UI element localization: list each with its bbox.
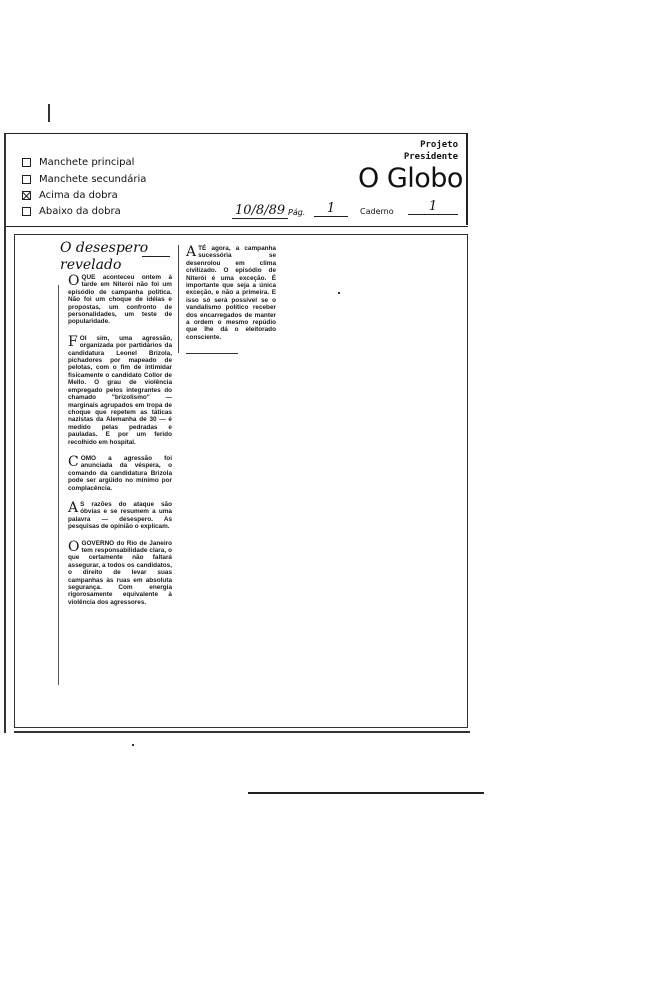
page-label: Pág. <box>288 208 306 217</box>
drop-cap: O <box>68 273 80 289</box>
article-paragraph <box>68 540 172 607</box>
column-divider <box>178 245 179 353</box>
drop-cap: C <box>68 453 79 470</box>
column-margin-line <box>58 285 59 685</box>
checkbox-manchete-principal[interactable] <box>22 157 134 168</box>
article-paragraph <box>68 335 172 446</box>
article-column-2 <box>186 245 276 350</box>
paragraph-text: GOVERNO do Rio de Janeiro tem responsabilidade clara, o que certamente não faltará assegurar, a todos os candidatos, o direito de levar suas campanhas às ruas em absoluta segurança. Com energia rigorosamente equivalente à violência dos agressores. <box>68 539 172 606</box>
scan-mark <box>48 104 50 122</box>
newspaper-name: O Globo <box>358 163 463 194</box>
caderno-value: 1 <box>408 199 458 215</box>
article-paragraph <box>68 501 172 531</box>
paragraph-text: TÉ agora, a campanha sucessória se desenrolou em clima civilizado. O episódio de Niterói é uma exceção. É importante que seja a única exceção, e não a primeira. E isso só será possível se o vandalismo político receber dos encarregados de manter a ordem o mesmo repúdio que lhe dá o eleitorado consciente. <box>186 245 276 341</box>
paragraph-text: OI sim, uma agressão, organizada por partidários da candidatura Leonel Brizola, pichadores por mapeado de pelotas, com o fim de intimidar fisicamente o candidato Collor de Mello. O grau de violência empregado pelos integrantes do chamado "brizolismo" — marginais agrupados em tropa de choque que repetem as táticas nazistas da Alemanha de 30 — é medido pelas pedradas e pauladas. E por um ferido recolhido em hospital. <box>68 334 172 446</box>
caderno-label: Caderno <box>360 207 394 216</box>
date-value: 10/8/89 <box>232 203 288 219</box>
article-paragraph <box>186 245 276 341</box>
checkbox-acima-da-dobra[interactable] <box>22 190 118 201</box>
drop-cap: F <box>68 333 78 350</box>
project-line-2: Presidente <box>403 152 458 162</box>
article-paragraph <box>68 274 172 326</box>
checkbox-icon[interactable] <box>22 175 31 184</box>
paragraph-text: S razões do ataque são óbvias e se resumem a uma palavra — desespero. As pesquisas de opinião o explicam. <box>68 500 172 531</box>
checkbox-manchete-secundaria[interactable] <box>22 174 146 185</box>
checkbox-icon[interactable] <box>22 158 31 167</box>
project-label <box>394 139 458 163</box>
drop-cap: A <box>68 499 79 516</box>
checkbox-label: Manchete principal <box>39 157 135 168</box>
page-value: 1 <box>314 201 348 217</box>
checkbox-abaixo-da-dobra[interactable] <box>22 206 121 217</box>
drop-cap: O <box>68 538 80 555</box>
article-headline: O desespero revelado <box>60 240 149 273</box>
paragraph-text: OMO a agressão foi anunciada da véspera, o comando da candidatura Brizola pode ser argüido no mínimo por complacência. <box>68 454 172 492</box>
clipping-bottom-rule <box>14 731 470 733</box>
checkbox-label: Acima da dobra <box>39 190 118 201</box>
paragraph-text: QUE aconteceu ontem à tarde em Niterói não foi um episódio de campanha política. Não foi um choque de idéias e propostas, um confronto de personalidades, um teste de popularidade. <box>68 274 172 326</box>
scan-speck <box>132 744 134 746</box>
checkbox-icon[interactable] <box>22 207 31 216</box>
article-column-1 <box>68 274 172 615</box>
page-bottom-rule <box>248 792 484 794</box>
article-paragraph <box>68 455 172 492</box>
headline-rule <box>142 256 170 257</box>
checkbox-label: Manchete secundária <box>39 174 147 185</box>
article-end-rule <box>186 353 238 354</box>
project-line-1: Projeto <box>420 140 458 150</box>
header-right-border <box>466 133 468 225</box>
checkbox-label: Abaixo da dobra <box>39 206 121 217</box>
drop-cap: A <box>186 244 197 260</box>
left-border <box>4 133 6 733</box>
checked-checkbox-icon[interactable] <box>22 191 31 200</box>
